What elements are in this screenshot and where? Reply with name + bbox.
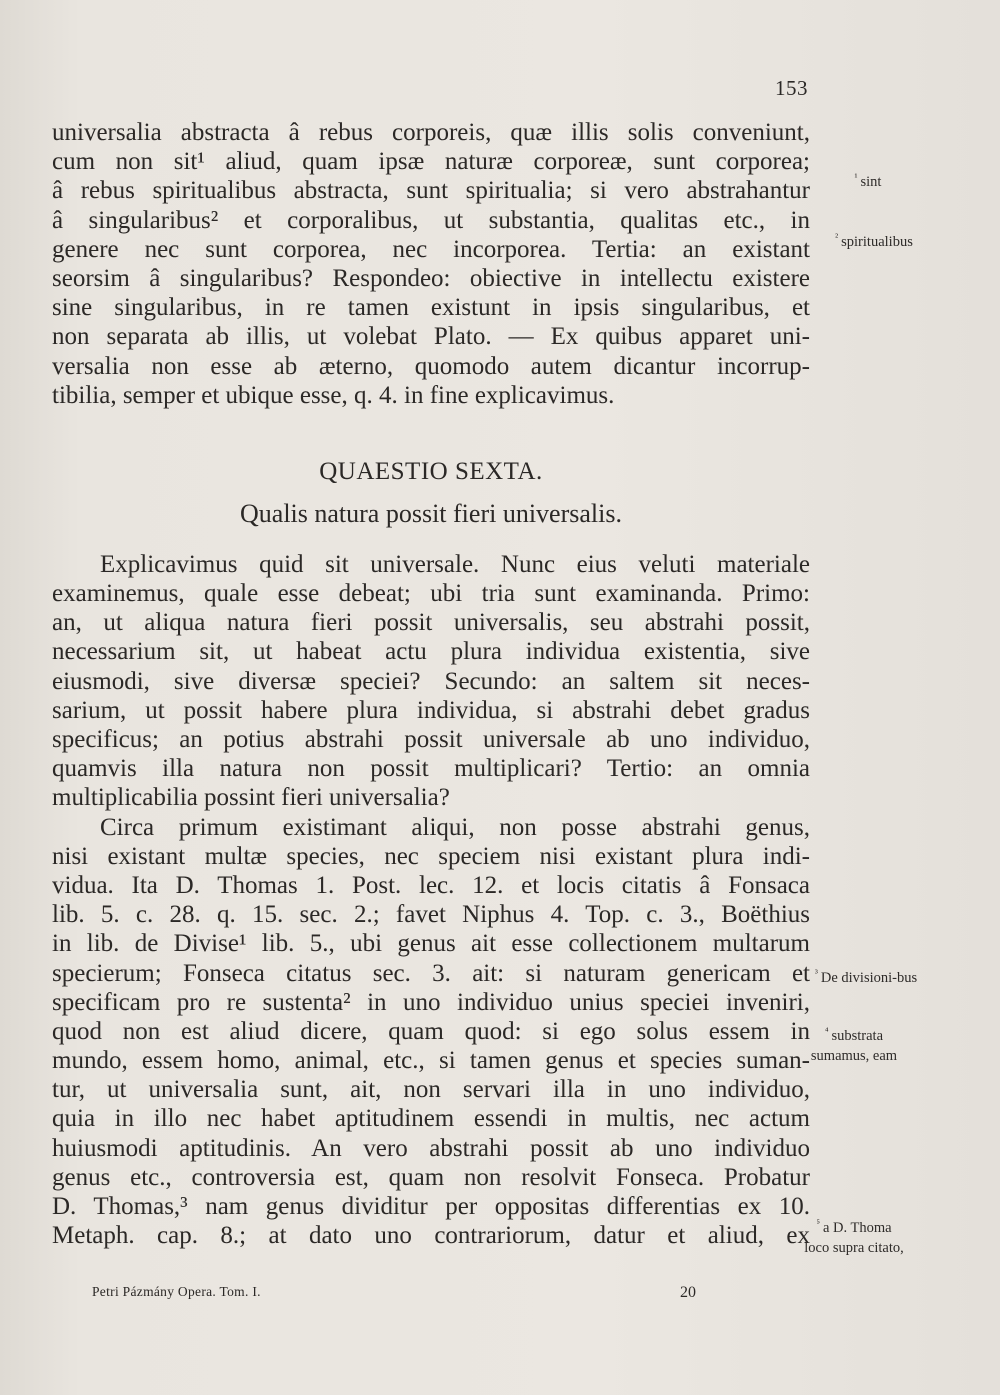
- text-line: Explicavimus quid sit universale. Nunc eius veluti materiale: [100, 550, 810, 578]
- text-line: mundo, essem homo, animal, etc., si tamen genus et species suman-: [52, 1047, 810, 1075]
- text-line: specificus; an potius abstrahi possit universale ab uno individuo,: [52, 726, 810, 753]
- main-text: [52, 118, 810, 1250]
- footer-title: Petri Pázmány Opera. Tom. I.: [92, 1284, 261, 1299]
- text-line: seorsim â singularibus? Respondeo: obiective in intellectu existere: [52, 264, 810, 292]
- signature-mark: 20: [680, 1284, 696, 1301]
- text-line: vidua. Ita D. Thomas 1. Post. lec. 12. et locis citatis â Fonsaca: [52, 871, 810, 899]
- text-line: examinemus, quale esse debeat; ubi tria sunt examinanda. Primo:: [52, 580, 810, 608]
- margin-note: $^{^3}$ De divisioni-bus: [814, 968, 918, 986]
- text-line: cum non sit¹ aliud, quam ipsæ naturæ corporeæ, sunt corporea;: [52, 148, 810, 176]
- margin-note: $^{^1}$ sint: [854, 172, 882, 190]
- text-line: â singularibus² et corporalibus, ut substantia, qualitas etc., in: [52, 206, 810, 234]
- paragraph-continued: [52, 118, 810, 410]
- text-line: sarium, ut possit habere plura individua, si abstrahi debet gradus: [52, 696, 810, 724]
- text-line: Metaph. cap. 8.; at dato uno contrariorum, datur et aliud, ex: [52, 1222, 810, 1250]
- text-line: versalia non esse ab æterno, quomodo autem dicantur incorrup-: [52, 352, 810, 380]
- text-line: necessarium sit, ut habeat actu plura individua existentia, sive: [52, 638, 810, 666]
- section-subheading: Qualis natura possit fieri universalis.: [240, 498, 622, 528]
- text-line: non separata ab illis, ut volebat Plato. — Ex quibus apparet uni-: [52, 323, 810, 351]
- text-line: D. Thomas,³ nam genus dividitur per oppositas differentias ex 10.: [52, 1193, 810, 1220]
- text-line: sine singularibus, in re tamen existunt in ipsis singularibus, et: [52, 294, 810, 322]
- margin-note: $^{^4}$ substrata sumamus, eam: [810, 1026, 898, 1064]
- text-line: huiusmodi aptitudinis. An vero abstrahi possit ab uno individuo: [52, 1134, 810, 1162]
- text-line: lib. 5. c. 28. q. 15. sec. 2.; favet Niphus 4. Top. c. 3., Boëthius: [52, 901, 810, 929]
- text-line: an, ut aliqua natura fieri possit universalis, seu abstrahi possit,: [52, 609, 810, 637]
- text-line: specierum; Fonseca citatus sec. 3. ait: si naturam genericam et: [52, 959, 810, 987]
- text-line: genus etc., controversia est, quam non resolvit Fonseca. Probatur: [52, 1163, 810, 1191]
- text-line: nisi existant multæ species, nec speciem nisi existant plura indi-: [52, 842, 810, 870]
- text-line: quia in illo nec habet aptitudinem essendi in multis, nec actum: [52, 1105, 810, 1133]
- section-heading: QUAESTIO SEXTA.: [319, 457, 543, 485]
- text-line: universalia abstracta â rebus corporeis, quæ illis solis conveniunt,: [52, 119, 810, 146]
- text-line: genere nec sunt corporea, nec incorporea. Tertia: an existant: [52, 235, 810, 263]
- text-line: Circa primum existimant aliqui, non posse abstrahi genus,: [100, 813, 810, 841]
- text-line: tibilia, semper et ubique esse, q. 4. in fine explicavimus.: [52, 381, 615, 409]
- margin-note: $^{^5}$ a D. Thoma loco supra citato,: [804, 1218, 904, 1256]
- text-line: specificam pro re sustenta² in uno individuo unius speciei inveniri,: [52, 988, 810, 1016]
- text-line: multiplicabilia possint fieri universalia?: [52, 784, 450, 812]
- text-line: quamvis illa natura non possit multiplicari? Tertio: an omnia: [52, 755, 810, 783]
- page-number: 153: [775, 76, 808, 100]
- paragraph-intro: [52, 550, 810, 813]
- text-line: eiusmodi, sive diversæ speciei? Secundo: an saltem sit neces-: [52, 667, 810, 695]
- text-line: in lib. de Divise¹ lib. 5., ubi genus ait esse collectionem multarum: [52, 930, 810, 958]
- text-line: quod non est aliud dicere, quam quod: si ego solus essem in: [52, 1017, 810, 1045]
- paragraph-circa-primum: [52, 813, 810, 1251]
- text-line: tur, ut universalia sunt, ait, non servari illa in uno individuo,: [52, 1076, 810, 1104]
- text-line: â rebus spiritualibus abstracta, sunt spiritualia; si vero abstrahantur: [52, 177, 810, 205]
- margin-note: $^{^2}$ spiritualibus: [835, 232, 913, 250]
